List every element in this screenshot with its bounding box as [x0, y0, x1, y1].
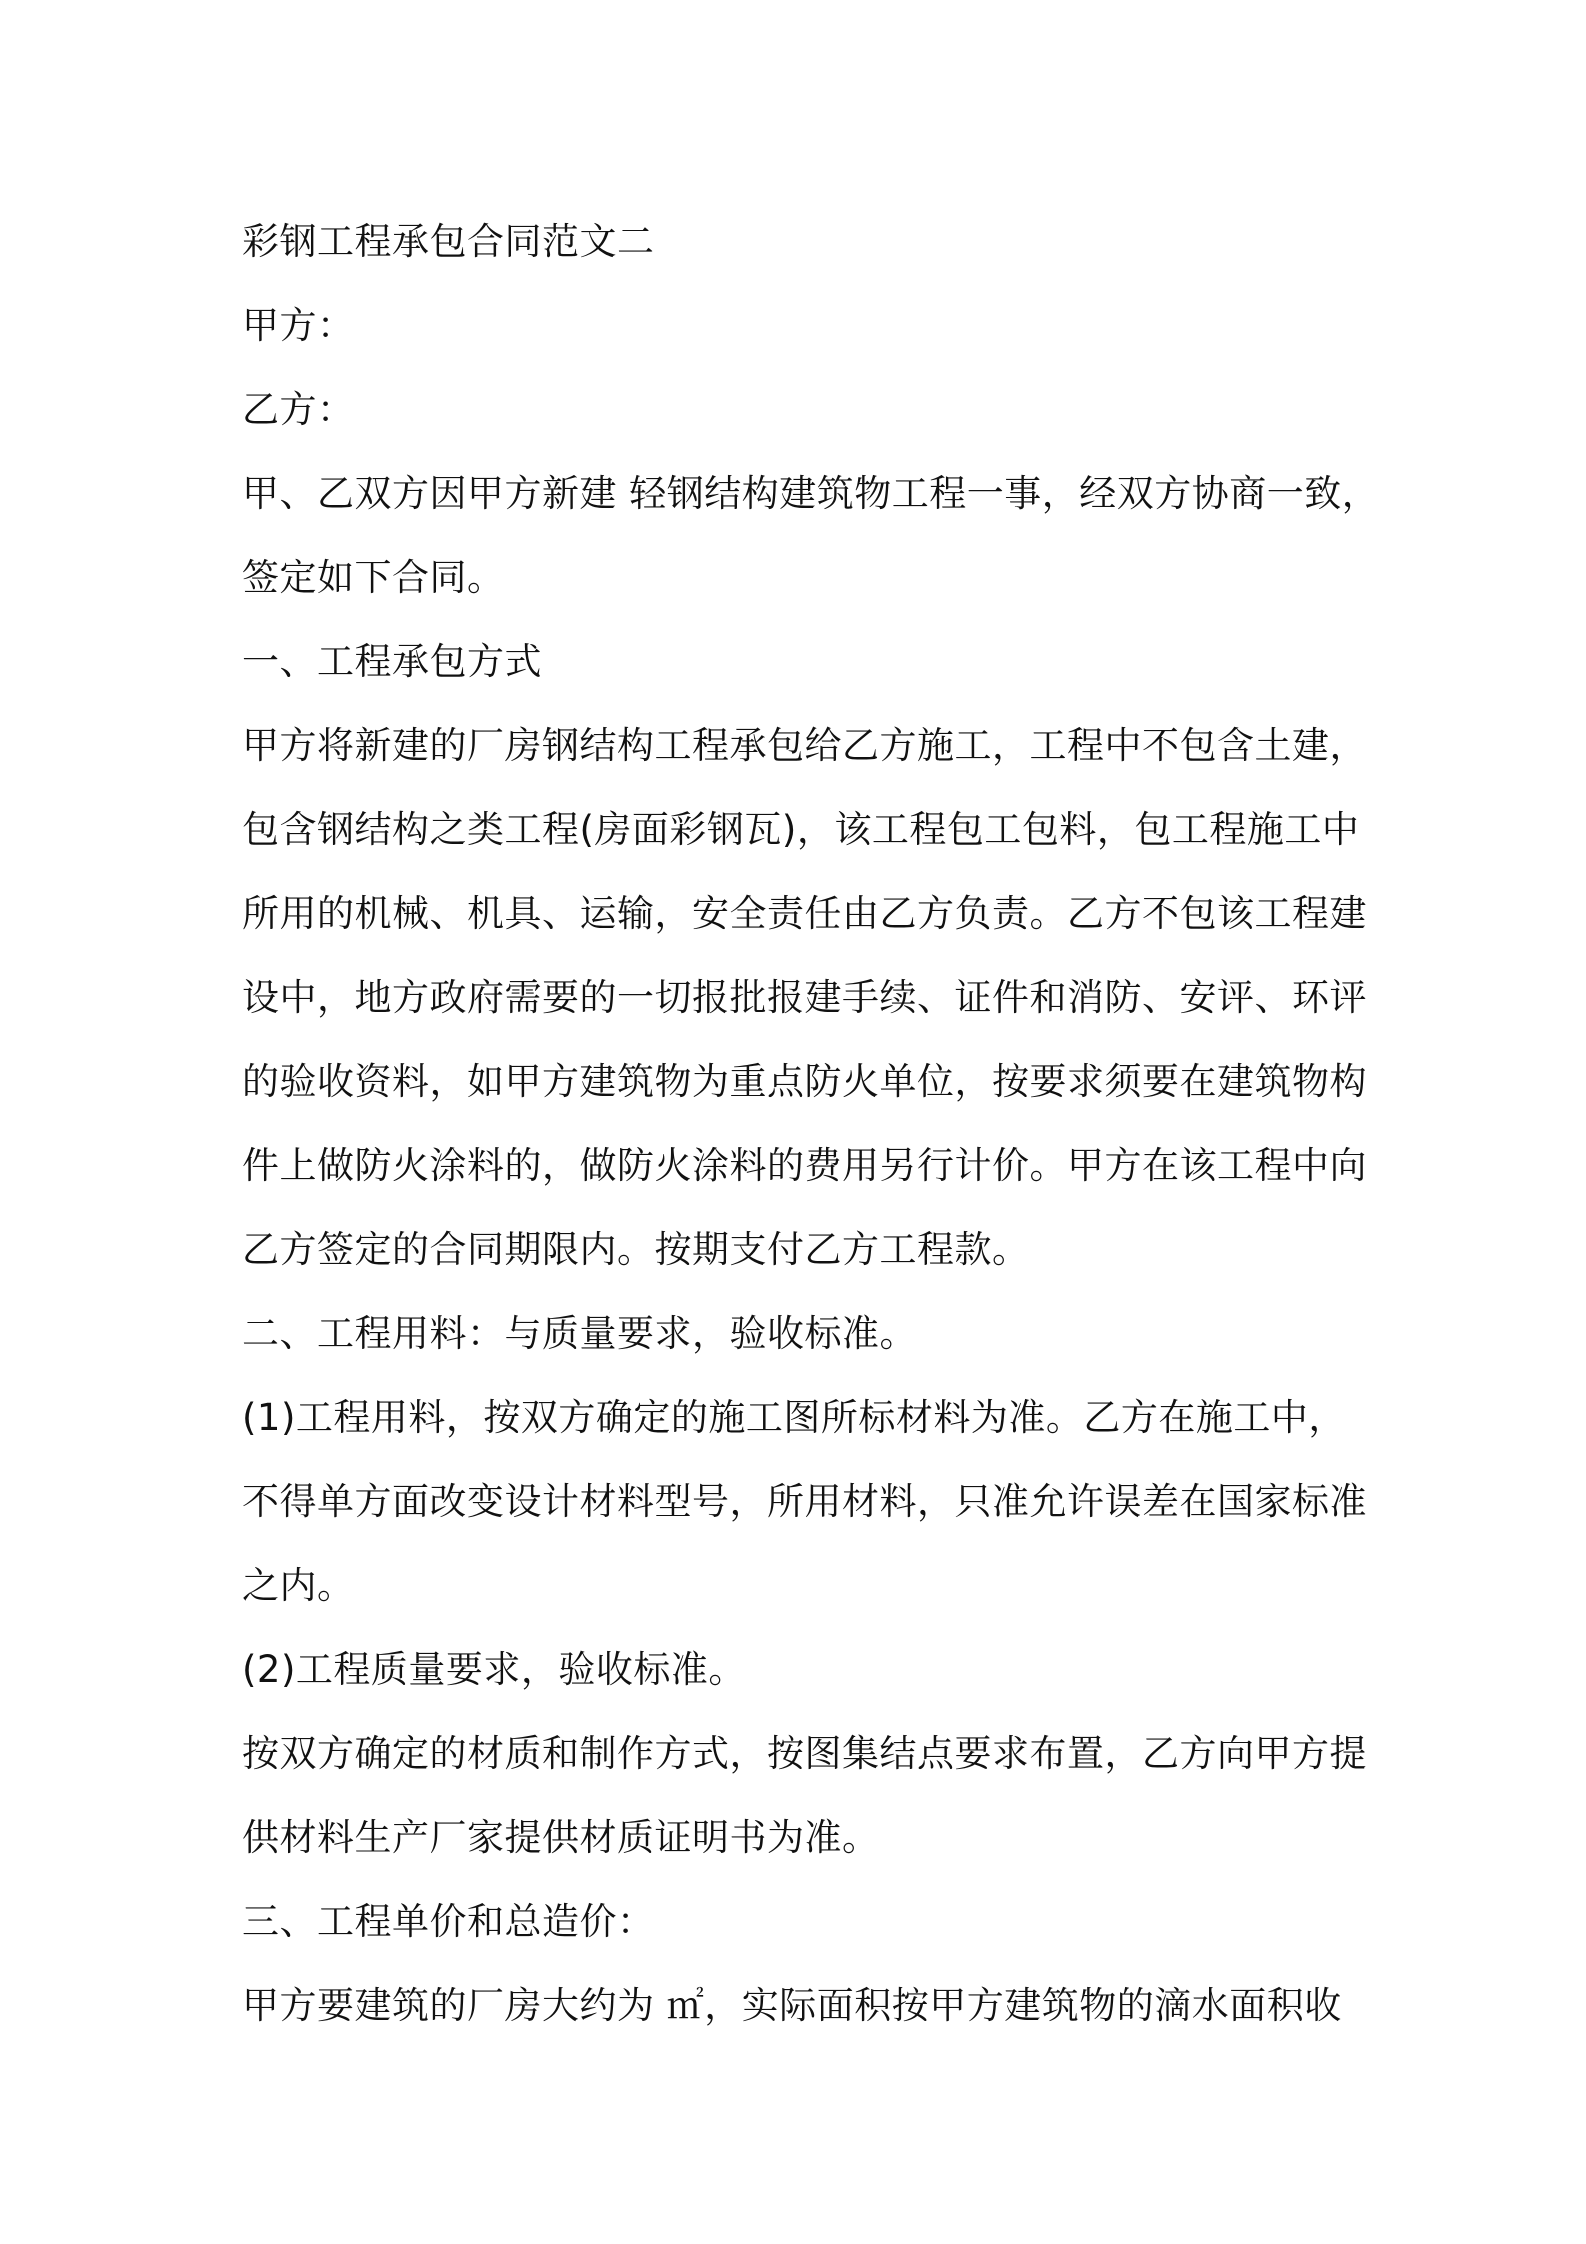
section1-line: 所用的机械、机具、运输，安全责任由乙方负责。乙方不包该工程建: [242, 892, 1367, 935]
section1-line: 设中，地方政府需要的一切报批报建手续、证件和消防、安评、环评: [242, 976, 1367, 1019]
section2-item1-line: (1)工程用料，按双方确定的施工图所标材料为准。乙方在施工中，: [242, 1396, 1346, 1439]
section1-line: 甲方将新建的厂房钢结构工程承包给乙方施工，工程中不包含土建，: [242, 724, 1367, 767]
party-a-label: 甲方：: [242, 304, 355, 347]
section1-line: 包含钢结构之类工程(房面彩钢瓦)，该工程包工包料，包工程施工中: [242, 808, 1360, 851]
section2-item2-heading: (2)工程质量要求，验收标准。: [242, 1648, 746, 1691]
section-heading-2: 二、工程用料：与质量要求，验收标准。: [242, 1312, 917, 1355]
intro-line: 签定如下合同。: [242, 556, 505, 599]
intro-line: 甲、乙双方因甲方新建 轻钢结构建筑物工程一事，经双方协商一致，: [242, 472, 1380, 515]
section2-item2-line: 按双方确定的材质和制作方式，按图集结点要求布置，乙方向甲方提: [242, 1732, 1367, 1775]
section-heading-1: 一、工程承包方式: [242, 640, 542, 683]
section3-line: 甲方要建筑的厂房大约为 ㎡，实际面积按甲方建筑物的滴水面积收: [242, 1984, 1342, 2027]
document-page: [242, 200, 1380, 2048]
section2-item1-line: 之内。: [242, 1564, 355, 1607]
section-heading-3: 三、工程单价和总造价：: [242, 1900, 655, 1943]
section2-item2-line: 供材料生产厂家提供材质证明书为准。: [242, 1816, 880, 1859]
section2-item1-line: 不得单方面改变设计材料型号，所用材料，只准允许误差在国家标准: [242, 1480, 1367, 1523]
section1-line: 乙方签定的合同期限内。按期支付乙方工程款。: [242, 1228, 1030, 1271]
section1-line: 件上做防火涂料的，做防火涂料的费用另行计价。甲方在该工程中向: [242, 1144, 1367, 1187]
party-b-label: 乙方：: [242, 388, 355, 431]
document-title: 彩钢工程承包合同范文二: [242, 220, 655, 263]
section1-line: 的验收资料，如甲方建筑物为重点防火单位，按要求须要在建筑物构: [242, 1060, 1367, 1103]
